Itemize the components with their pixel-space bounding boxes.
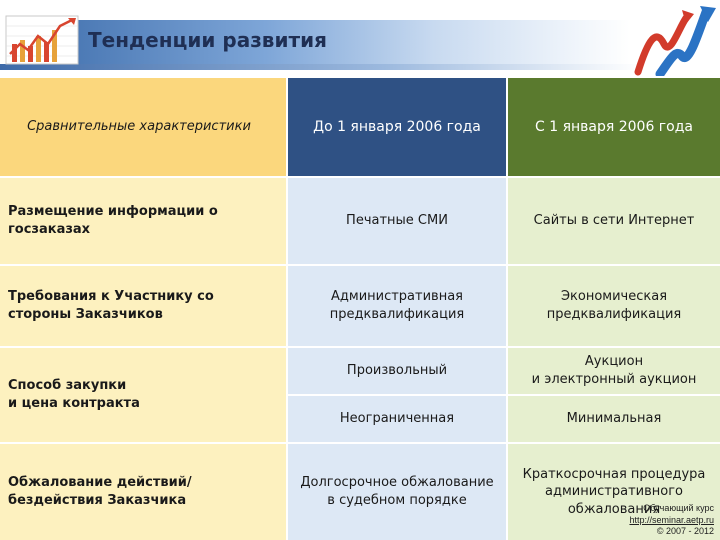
cell-before: [288, 266, 506, 346]
comparison-table: [0, 78, 720, 540]
row-label: [0, 266, 286, 346]
cell-after-text: Сайты в сети Интернет: [533, 213, 695, 229]
row-label-text: Способ закупки и цена контракта: [8, 378, 140, 411]
row-label: [0, 348, 286, 442]
header-before-2006: [288, 78, 506, 176]
page-title: Тенденции развития: [88, 28, 327, 52]
cell-after-text: Краткосрочная процедура административного обжалования: [522, 466, 706, 517]
cell-before-text: Печатные СМИ: [346, 213, 448, 229]
row-label-text: Размещение информации о госзаказах: [8, 204, 218, 237]
header-after-2006: [508, 78, 720, 176]
row-label-text: Требования к Участнику со стороны Заказчиков: [8, 289, 214, 322]
cell-before-price: [288, 396, 506, 442]
header-after-text: С 1 января 2006 года: [534, 118, 693, 135]
growth-chart-icon: [4, 14, 80, 66]
cell-after-text: Экономическая предквалификация: [546, 289, 682, 322]
rising-arrows-icon: [630, 0, 720, 76]
cell-after: [508, 178, 720, 264]
cell-after-text: Аукцион и электронный аукцион: [531, 354, 697, 387]
cell-after: [508, 266, 720, 346]
cell-before-price-text: Неограниченная: [339, 411, 455, 427]
header-before-text: До 1 января 2006 года: [313, 118, 481, 135]
cell-before: [288, 178, 506, 264]
header-characteristics: [0, 78, 286, 176]
cell-after-price-text: Минимальная: [566, 411, 662, 427]
cell-after-price: [508, 396, 720, 442]
slide-header: [0, 0, 720, 72]
footer-link[interactable]: http://seminar.aetp.ru: [629, 514, 714, 525]
course-footer: [629, 503, 714, 538]
cell-before: [288, 444, 506, 540]
row-label-text: Обжалование действий/ бездействия Заказчика: [8, 475, 192, 508]
row-label: [0, 444, 286, 540]
cell-after: [508, 348, 720, 394]
cell-before-text: Долгосрочное обжалование в судебном порядке: [300, 475, 494, 508]
header-characteristics-text: Сравнительные характеристики: [27, 119, 251, 135]
footer-course-label: Обучающий курс: [643, 502, 714, 513]
header-underline: [0, 64, 640, 70]
cell-before: [288, 348, 506, 394]
cell-before-text: Административная предквалификация: [329, 289, 465, 322]
cell-before-text: Произвольный: [346, 363, 448, 379]
footer-copyright: © 2007 - 2012: [656, 526, 714, 537]
row-label: [0, 178, 286, 264]
